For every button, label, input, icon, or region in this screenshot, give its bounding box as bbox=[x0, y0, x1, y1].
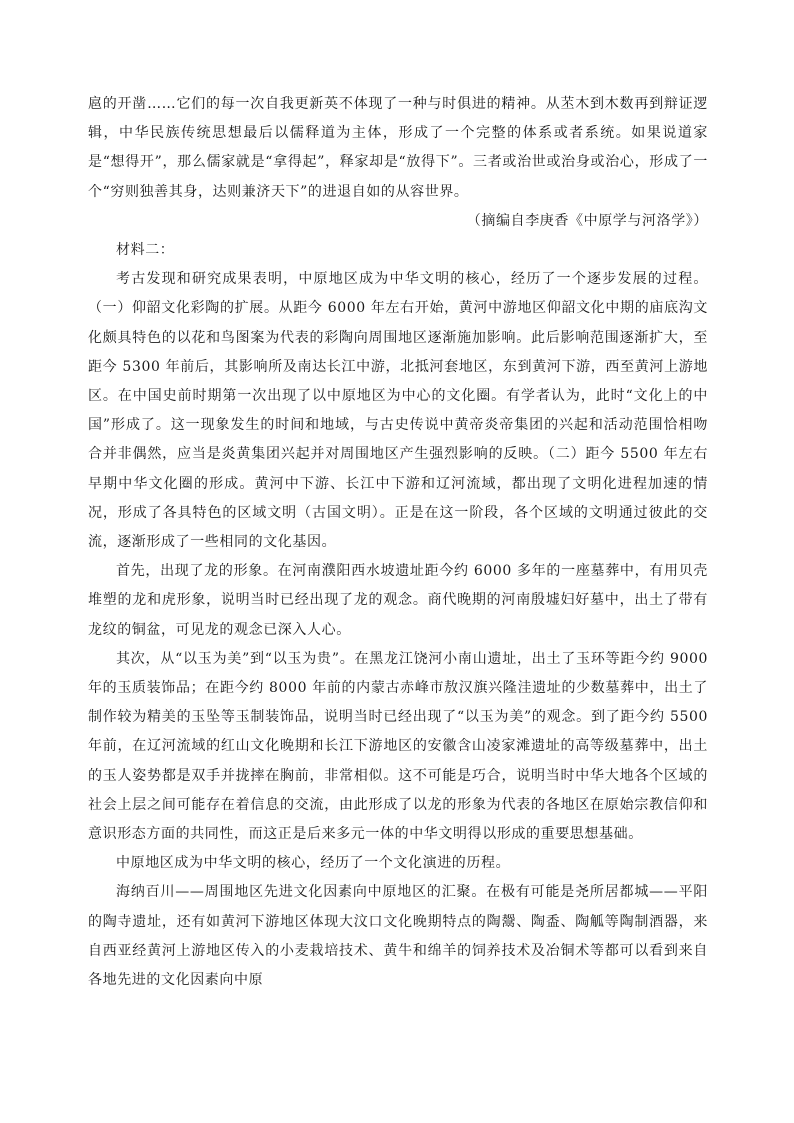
document-page bbox=[88, 90, 708, 995]
paragraph-archaeology: 考古发现和研究成果表明，中原地区成为中华文明的核心，经历了一个逐步发展的过程。（一）仰韶文化彩陶的扩展。从距今 6000 年左右开始，黄河中游地区仰韶文化中期的庙底沟文化颇具特色的以花和鸟图案为代表的彩陶向周围地区逐渐施加影响。此后影响范围逐渐扩大，至距今 5300 年前后，其影响所及南达长江中游，北抵河套地区，东到黄河下游，西至黄河上游地区。在中国史前时期第一次出现了以中原地区为中心的文化圈。有学者认为，此时“文化上的中国”形成了。这一现象发生的时间和地域，与古史传说中黄帝炎帝集团的兴起和活动范围恰相吻合并非偶然，应当是炎黄集团兴起并对周围地区产生强烈影响的反映。（二）距今 5500 年左右早期中华文化圈的形成。黄河中下游、长江中下游和辽河流域，都出现了文明化进程加速的情况，形成了各具特色的区域文明（古国文明）。正是在这一阶段，各个区域的文明通过彼此的交流，逐渐形成了一些相同的文化基因。 bbox=[88, 271, 708, 551]
paragraph-jade: 其次，从“以玉为美”到“以玉为贵”。在黑龙江饶河小南山遗址，出土了玉环等距今约 9000 年的玉质装饰品；在距今约 8000 年前的内蒙古赤峰市敖汉旗兴隆洼遗址的少数墓葬中，出土了制作较为精美的玉坠等玉制装饰品，说明当时已经出现了“以玉为美”的观念。到了距今约 5500 年前，在辽河流域的红山文化晚期和长江下游地区的安徽含山凌家滩遗址的高等级墓葬中，出土的玉人姿势都是双手并拢摔在胸前，非常相似。这不可能是巧合，说明当时中华大地各个区域的社会上层之间可能存在着信息的交流，由此形成了以龙的形象为代表的各地区在原始宗教信仰和意识形态方面的共同性，而这正是后来多元一体的中华文明得以形成的重要思想基础。 bbox=[88, 650, 708, 843]
paragraph-dragon: 首先，出现了龙的形象。在河南濮阳西水坡遗址距今约 6000 多年的一座墓葬中，有用贝壳堆塑的龙和虎形象，说明当时已经出现了龙的观念。商代晚期的河南殷墟妇好墓中，出土了带有龙纹的铜盆，可见龙的观念已深入人心。 bbox=[88, 563, 708, 638]
paragraph-convergence: 海纳百川——周围地区先进文化因素向中原地区的汇聚。在极有可能是尧所居都城——平阳的陶寺遗址，还有如黄河下游地区体现大汶口文化晚期特点的陶鬶、陶盉、陶觚等陶制酒器，来自西亚经黄河上游地区传入的小麦栽培技术、黄牛和绵羊的饲养技术及冶铜术等都可以看到来自各地先进的文化因素向中原 bbox=[88, 884, 708, 989]
paragraph-core-summary: 中原地区成为中华文明的核心，经历了一个文化演进的历程。 bbox=[116, 855, 511, 872]
paragraph-continuation: 扈的开凿……它们的每一次自我更新英不体现了一种与时俱进的精神。从苤木到木数再到辩证逻辑，中华民族传统思想最后以儒释道为主体，形成了一个完整的体系或者系统。如果说道家是“想得开”，那么儒家就是“拿得起”，释家却是“放得下”。三者或治世或治身或治心，形成了一个“穷则独善其身，达则兼济天下”的进退自如的从容世界。 bbox=[88, 96, 708, 200]
material-heading: 材料二： bbox=[116, 242, 175, 259]
source-citation: （摘编自李庚香《中原学与河洛学》） bbox=[466, 212, 708, 229]
